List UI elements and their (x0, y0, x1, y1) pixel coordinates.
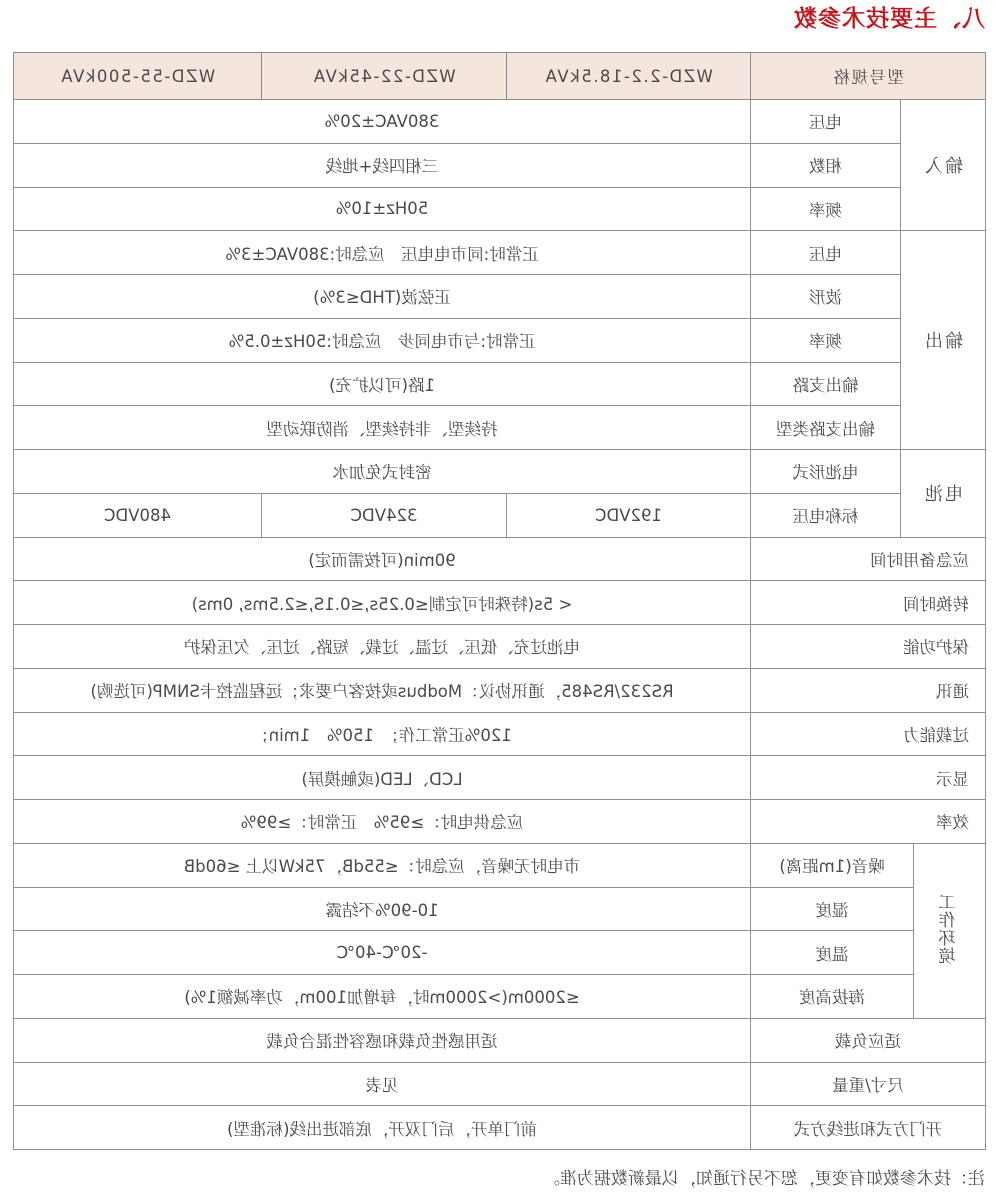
header-model-1: WZD-2.2-18.5kVA (507, 53, 751, 100)
row-label: 过载能力 (751, 712, 986, 756)
row-label: 海拔高度 (751, 975, 914, 1019)
group-input: 输入 (901, 100, 986, 231)
table-row (14, 100, 986, 144)
row-value: 正常时:与市电同步 应急时:50Hz±0.5% (14, 318, 751, 362)
row-value: 见表 (14, 1062, 751, 1106)
row-value: 三相四线+地线 (14, 143, 751, 187)
row-value: 10-90%不结露 (14, 887, 751, 931)
table-row (14, 668, 986, 712)
row-label: 电压 (751, 100, 901, 144)
group-environment-label: 工作环境 (939, 892, 960, 965)
row-label: 噪音(1m距离) (751, 843, 914, 887)
table-row (14, 975, 986, 1019)
row-label: 波形 (751, 275, 901, 319)
row-value: 持续型、非持续型、消防联动型 (14, 406, 751, 450)
table-row (14, 1018, 986, 1062)
table-row (14, 231, 986, 275)
row-label: 频率 (751, 187, 901, 231)
row-label: 输出支路类型 (751, 406, 901, 450)
row-label: 转换时间 (751, 581, 986, 625)
header-model-spec: 型号规格 (751, 53, 986, 100)
header-model-2: WZD-22-45kVA (262, 53, 507, 100)
table-header-row (14, 53, 986, 100)
row-label: 输出支路 (751, 362, 901, 406)
battery-voltage-model-3: 480VDC (14, 493, 262, 537)
row-label: 效率 (751, 800, 986, 844)
table-row (14, 581, 986, 625)
table-row (14, 625, 986, 669)
row-value: 50Hz±10% (14, 187, 751, 231)
row-label: 电池形式 (751, 450, 901, 494)
spec-table (13, 52, 986, 1150)
row-value: LCD、LED(或触摸屏) (14, 756, 751, 800)
table-row (14, 275, 986, 319)
group-environment (914, 843, 986, 1018)
table-row (14, 143, 986, 187)
row-label: 湿度 (751, 887, 914, 931)
table-row (14, 1062, 986, 1106)
table-row (14, 318, 986, 362)
table-row (14, 187, 986, 231)
row-label: 通讯 (751, 668, 986, 712)
table-row (14, 756, 986, 800)
row-value: ≤2000m(>2000m时，每增加100m，功率减额1%) (14, 975, 751, 1019)
table-row (14, 1106, 986, 1150)
row-label: 温度 (751, 931, 914, 975)
group-battery: 电池 (901, 450, 986, 538)
table-row (14, 931, 986, 975)
row-label: 频率 (751, 318, 901, 362)
section-title: 八、主要技术参数 (793, 6, 985, 32)
row-label: 电压 (751, 231, 901, 275)
battery-voltage-model-1: 192VDC (507, 493, 751, 537)
table-row (14, 362, 986, 406)
battery-voltage-model-2: 324VDC (262, 493, 507, 537)
row-label: 尺寸/重量 (751, 1062, 986, 1106)
row-value: 380VAC±20% (14, 100, 751, 144)
footnote: 注：技术参数如有变更，恕不另行通知，以最新数据为准。 (543, 1169, 985, 1189)
row-label: 标称电压 (751, 493, 901, 537)
row-label: 适应负载 (751, 1018, 986, 1062)
row-value: 适用感性负载和感容性混合负载 (14, 1018, 751, 1062)
table-row (14, 800, 986, 844)
row-value: < 5s(特殊时可定制≤0.25s,≤0.1S,≤2.5ms, 0ms) (14, 581, 751, 625)
row-label: 保护功能 (751, 625, 986, 669)
row-value: 市电时无噪音，应急时：≤55dB，75kW以上 ≤60dB (14, 843, 751, 887)
row-value: -20℃-40℃ (14, 931, 751, 975)
row-value: 前门单开，后门双开，底部进出线(标准型) (14, 1106, 751, 1150)
row-value: 正弦波(THD≤3%) (14, 275, 751, 319)
row-label: 显示 (751, 756, 986, 800)
row-value: 正常时:同市电电压 应急时:380VAC±3% (14, 231, 751, 275)
row-value: 90min(可按需而定) (14, 537, 751, 581)
header-model-3: WZD-55-500kVA (14, 53, 262, 100)
row-label: 开门方式和进线方式 (751, 1106, 986, 1150)
row-value: 密封式免加水 (14, 450, 751, 494)
row-value: RS232/RS485，通讯协议：Modbus或按客户要求；远程监控卡SNMP(可选购) (14, 668, 751, 712)
table-row (14, 450, 986, 494)
table-row (14, 843, 986, 887)
row-value: 1路(可以扩充) (14, 362, 751, 406)
row-value: 应急供电时：≥95% 正常时：≥99% (14, 800, 751, 844)
group-output: 输出 (901, 231, 986, 450)
row-label: 应急备用时间 (751, 537, 986, 581)
row-value: 电池过充、低压、过温、过载、短路、过压、欠压保护 (14, 625, 751, 669)
table-row (14, 537, 986, 581)
table-row (14, 406, 986, 450)
table-row (14, 887, 986, 931)
row-value: 120%正常工作； 150% 1min； (14, 712, 751, 756)
row-label: 相数 (751, 143, 901, 187)
table-row (14, 493, 986, 537)
table-row (14, 712, 986, 756)
